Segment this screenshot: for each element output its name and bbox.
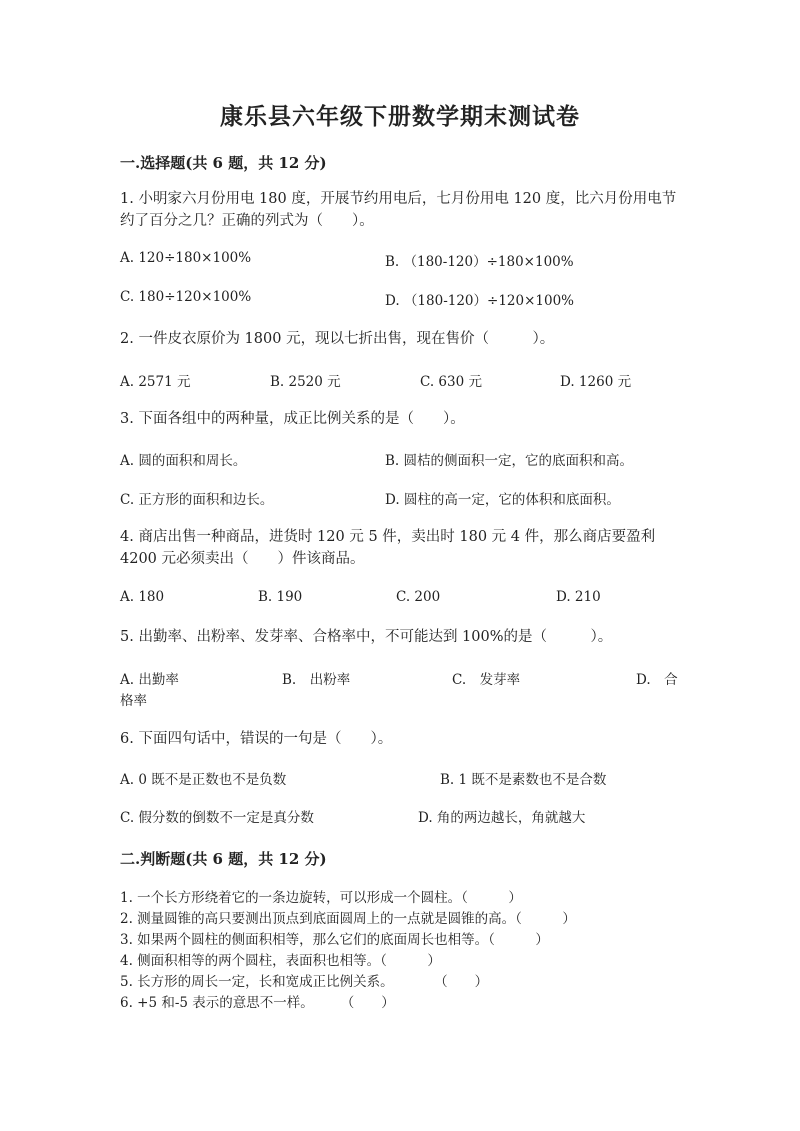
q3-option-a: A. 圆的面积和周长。 bbox=[120, 453, 247, 469]
q4-option-b: B. 190 bbox=[258, 589, 303, 605]
judge-item-5: 5. 长方形的周长一定，长和宽成正比例关系。 （ ） bbox=[120, 974, 489, 990]
q2-option-b: B. 2520 元 bbox=[270, 374, 341, 390]
q6-option-a: A. 0 既不是正数也不是负数 bbox=[120, 772, 287, 788]
q2-option-d: D. 1260 元 bbox=[560, 374, 632, 390]
q3-option-d: D. 圆柱的高一定，它的体积和底面积。 bbox=[385, 492, 620, 508]
q2-option-c: C. 630 元 bbox=[420, 374, 482, 390]
q1-option-d: D. （180-120）÷120×100% bbox=[385, 293, 575, 309]
question-4: 4. 商店出售一种商品，进货时 120 元 5 件，卖出时 180 元 4 件，那么商店要盈利 4200 元必须卖出（ ）件该商品。 bbox=[120, 529, 656, 567]
q5-option-d: D. 合 bbox=[636, 672, 678, 688]
q4-option-d: D. 210 bbox=[556, 589, 601, 605]
judge-item-1: 1. 一个长方形绕着它的一条边旋转，可以形成一个圆柱。（ ） bbox=[120, 890, 522, 906]
question-3: 3. 下面各组中的两种量，成正比例关系的是（ ）。 bbox=[120, 411, 465, 427]
judge-item-4: 4. 侧面积相等的两个圆柱，表面积也相等。（ ） bbox=[120, 953, 441, 969]
q5-option-c: C. 发芽率 bbox=[452, 672, 521, 688]
question-6: 6. 下面四句话中，错误的一句是（ ）。 bbox=[120, 731, 393, 747]
q6-option-b: B. 1 既不是素数也不是合数 bbox=[440, 772, 607, 788]
section-heading-choice: 一.选择题(共 6 题，共 12 分) bbox=[120, 154, 327, 172]
q4-option-a: A. 180 bbox=[120, 589, 165, 605]
q3-option-b: B. 圆桔的侧面积一定，它的底面积和高。 bbox=[385, 453, 634, 469]
judge-item-2: 2. 测量圆锥的高只要测出顶点到底面圆周上的一点就是圆锥的高。（ ） bbox=[120, 911, 576, 927]
q1-option-a: A. 120÷180×100% bbox=[120, 250, 252, 266]
q5-option-a: A. 出勤率 bbox=[120, 672, 179, 688]
q1-option-c: C. 180÷120×100% bbox=[120, 289, 252, 305]
q5-option-d-continued: 格率 bbox=[120, 693, 147, 709]
judge-item-6: 6. +5 和-5 表示的意思不一样。 （ ） bbox=[120, 995, 395, 1011]
judge-item-3: 3. 如果两个圆柱的侧面积相等，那么它们的底面周长也相等。（ ） bbox=[120, 932, 549, 948]
question-5: 5. 出勤率、出粉率、发芽率、合格率中，不可能达到 100%的是（ ）。 bbox=[120, 629, 613, 645]
section-heading-judge: 二.判断题(共 6 题，共 12 分) bbox=[120, 850, 327, 868]
q6-option-c: C. 假分数的倒数不一定是真分数 bbox=[120, 810, 314, 826]
page-title: 康乐县六年级下册数学期末测试卷 bbox=[220, 103, 580, 130]
question-1: 1. 小明家六月份用电 180 度，开展节约用电后，七月份用电 120 度，比六月份用电节约了百分之几？正确的列式为（ ）。 bbox=[120, 191, 677, 229]
q3-option-c: C. 正方形的面积和边长。 bbox=[120, 492, 274, 508]
question-2: 2. 一件皮衣原价为 1800 元，现以七折出售，现在售价（ ）。 bbox=[120, 331, 555, 347]
q1-option-b: B. （180-120）÷180×100% bbox=[385, 254, 574, 270]
q4-option-c: C. 200 bbox=[396, 589, 441, 605]
q5-option-b: B. 出粉率 bbox=[282, 672, 351, 688]
q2-option-a: A. 2571 元 bbox=[120, 374, 191, 390]
q6-option-d: D. 角的两边越长，角就越大 bbox=[418, 810, 586, 826]
